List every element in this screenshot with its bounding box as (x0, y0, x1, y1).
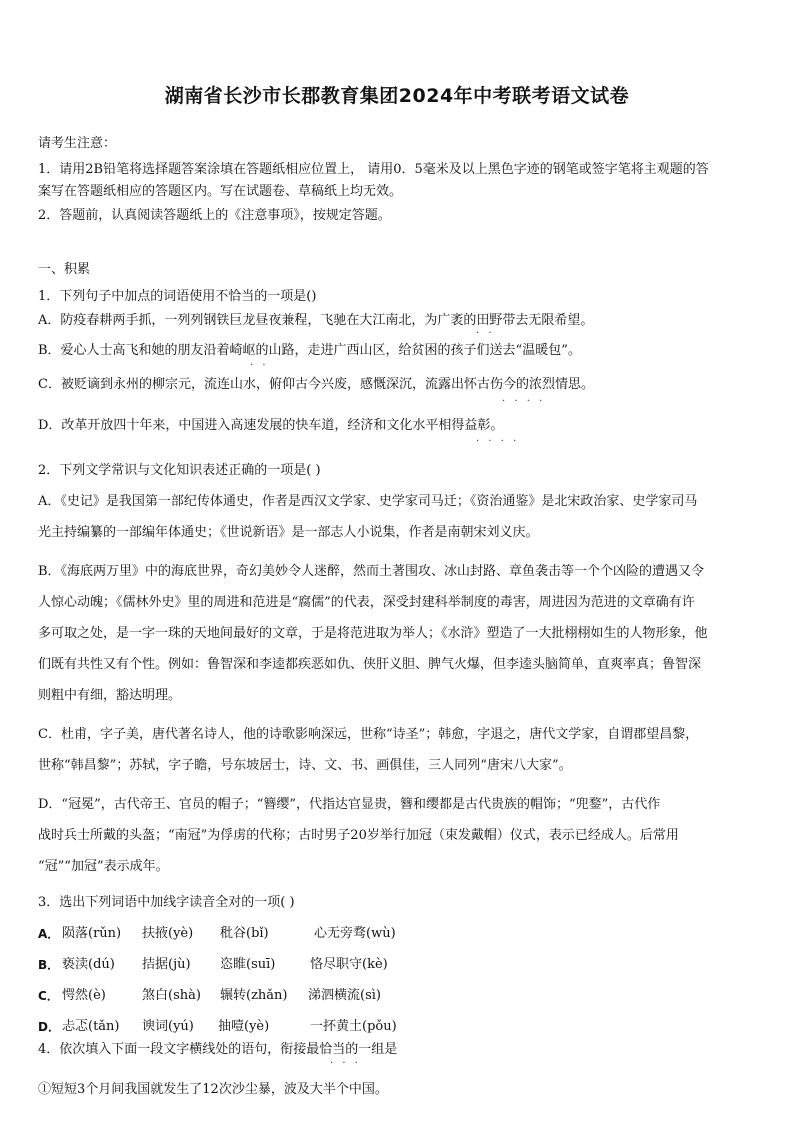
q1-option-d: D．改革开放四十年来，中国进入高速发展的快车道，经济和文化水平相得益彰。 (38, 418, 504, 433)
q3-word: 恣睢(suī) (220, 957, 276, 972)
q3-word: 一抔黄土(pǒu) (310, 1019, 397, 1034)
q3-word: 抽噎(yè) (218, 1019, 270, 1034)
q1-emphasis-dots-b: · · (250, 360, 269, 371)
q3-word: 谀词(yú) (142, 1019, 194, 1034)
q3-word: 心无旁骛(wù) (314, 926, 396, 941)
q3-option-label: B． (38, 958, 60, 972)
q1-emphasis-dots-d: · · · · (476, 436, 520, 447)
q3-word: 秕谷(bǐ) (220, 926, 269, 941)
q3-word: 扶掖(yè) (142, 926, 194, 941)
q2-option-c-line-2: 世称“韩昌黎”；苏轼，字子瞻，号东坡居士，诗、文、书、画俱佳，三人同列“唐宋八大家”。 (38, 758, 572, 773)
q2-option-c-line-1: C．杜甫，字子美，唐代著名诗人，他的诗歌影响深远，世称“诗圣”；韩愈，字退之，唐代文学家，自谓郡望昌黎， (38, 727, 699, 742)
q3-word: 亵渎(dú) (62, 957, 115, 972)
q2-option-a-line-2: 光主持编纂的一部编年体通史；《世说新语》是一部志人小说集，作者是南朝宋刘义庆。 (38, 525, 539, 540)
q3-option-label: A． (38, 927, 60, 941)
q2-option-b-line-1: B．《海底两万里》中的海底世界，奇幻美妙令人迷醉，然而土著围攻、冰山封路、章鱼袭击等一个个凶险的遭遇又令 (38, 564, 705, 579)
q3-option-label: D． (38, 1020, 60, 1034)
q3-word: 恪尽职守(kè) (310, 957, 388, 972)
q2-option-b-line-5: 则粗中有细，豁达明理。 (38, 688, 182, 703)
notice-item-1-line-1: 1．请用2B铅笔将选择题答案涂填在答题纸相应位置上， 请用0．5毫米及以上黑色字迹的钢笔或签字笔将主观题的答 (38, 162, 709, 177)
q3-word: 涕泗横流(sì) (308, 988, 381, 1003)
q2-option-b-line-3: 多可取之处，是一字一珠的天地间最好的文章，于是将范进取为举人；《水浒》塑造了一大批栩栩如生的人物形象，他 (38, 626, 708, 641)
q3-option-label: C． (38, 989, 59, 1003)
q1-option-b: B．爱心人士高飞和她的朋友沿着崎岖的山路，走进广西山区，给贫困的孩子们送去“温暖包”。 (38, 343, 581, 358)
q3-word: 忐忑(tǎn) (62, 1019, 120, 1034)
exam-title: 湖南省长沙市长郡教育集团2024年中考联考语文试卷 (164, 85, 630, 107)
q1-stem: 1．下列句子中加点的词语使用不恰当的一项是() (38, 289, 317, 304)
q2-option-a-line-1: A．《史记》是我国第一部纪传体通史，作者是西汉文学家、史学家司马迁；《资治通鉴》是北宋政治家、史学家司马 (38, 494, 698, 509)
q1-option-c: C．被贬谪到永州的柳宗元，流连山水，俯仰古今兴废，感慨深沉，流露出怀古伤今的浓烈情思。 (38, 377, 594, 392)
q2-option-b-line-4: 们既有共性又有个性。例如：鲁智深和李逵都疾恶如仇、侠肝义胆、脾气火爆，但李逵头脑简单，直爽率真；鲁智深 (38, 657, 702, 672)
q2-option-b-line-2: 人惊心动魄；《儒林外史》里的周进和范进是“腐儒”的代表，深受封建科举制度的毒害，周进因为范进的文章确有许 (38, 595, 695, 610)
notice-heading: 请考生注意： (38, 136, 117, 151)
q4-emphasis-dots: · · · (330, 1058, 361, 1069)
notice-item-1-line-2: 案写在答题纸相应的答题区内。写在试题卷、草稿纸上均无效。 (38, 184, 403, 199)
q3-stem: 3．选出下列词语中加线字读音全对的一项( ) (38, 895, 295, 910)
q4-stem: 4．依次填入下面一段文字横线处的语句，衔接最恰当的一组是 (38, 1042, 398, 1057)
notice-item-2: 2．答题前，认真阅读答题纸上的《注意事项》，按规定答题。 (38, 208, 391, 223)
q3-word: 煞白(shà) (142, 988, 201, 1003)
q2-option-d-line-1: D．“冠冕”，古代帝王、官员的帽子；“簪缨”，代指达官显贵，簪和缨都是古代贵族的帽饰；“兜鍪”，古代作 (38, 797, 661, 812)
q2-option-d-line-2: 战时兵士所戴的头盔；“南冠”为俘虏的代称；古时男子20岁举行加冠（束发戴帽）仪式，表示已经成人。后常用 (38, 828, 679, 843)
section-heading-accumulation: 一、积累 (38, 262, 91, 277)
q3-word: 陨落(rǔn) (62, 926, 122, 941)
q4-item-1: ①短短3个月间我国就发生了12次沙尘暴，波及大半个中国。 (38, 1082, 388, 1097)
q1-option-a: A．防疫春耕两手抓，一列列钢铁巨龙昼夜兼程，飞驰在大江南北，为广袤的田野带去无限希望。 (38, 313, 594, 328)
q3-word: 愕然(è) (62, 988, 106, 1003)
q1-emphasis-dots-a: · · (476, 328, 495, 339)
q2-stem: 2．下列文学常识与文化知识表述正确的一项是( ) (38, 463, 321, 478)
q3-word: 辗转(zhǎn) (220, 988, 288, 1003)
q3-word: 拮据(jù) (142, 957, 191, 972)
q2-option-d-line-3: “冠”“加冠”表示成年。 (38, 859, 169, 874)
q1-emphasis-dots-c: · · · · (502, 396, 546, 407)
